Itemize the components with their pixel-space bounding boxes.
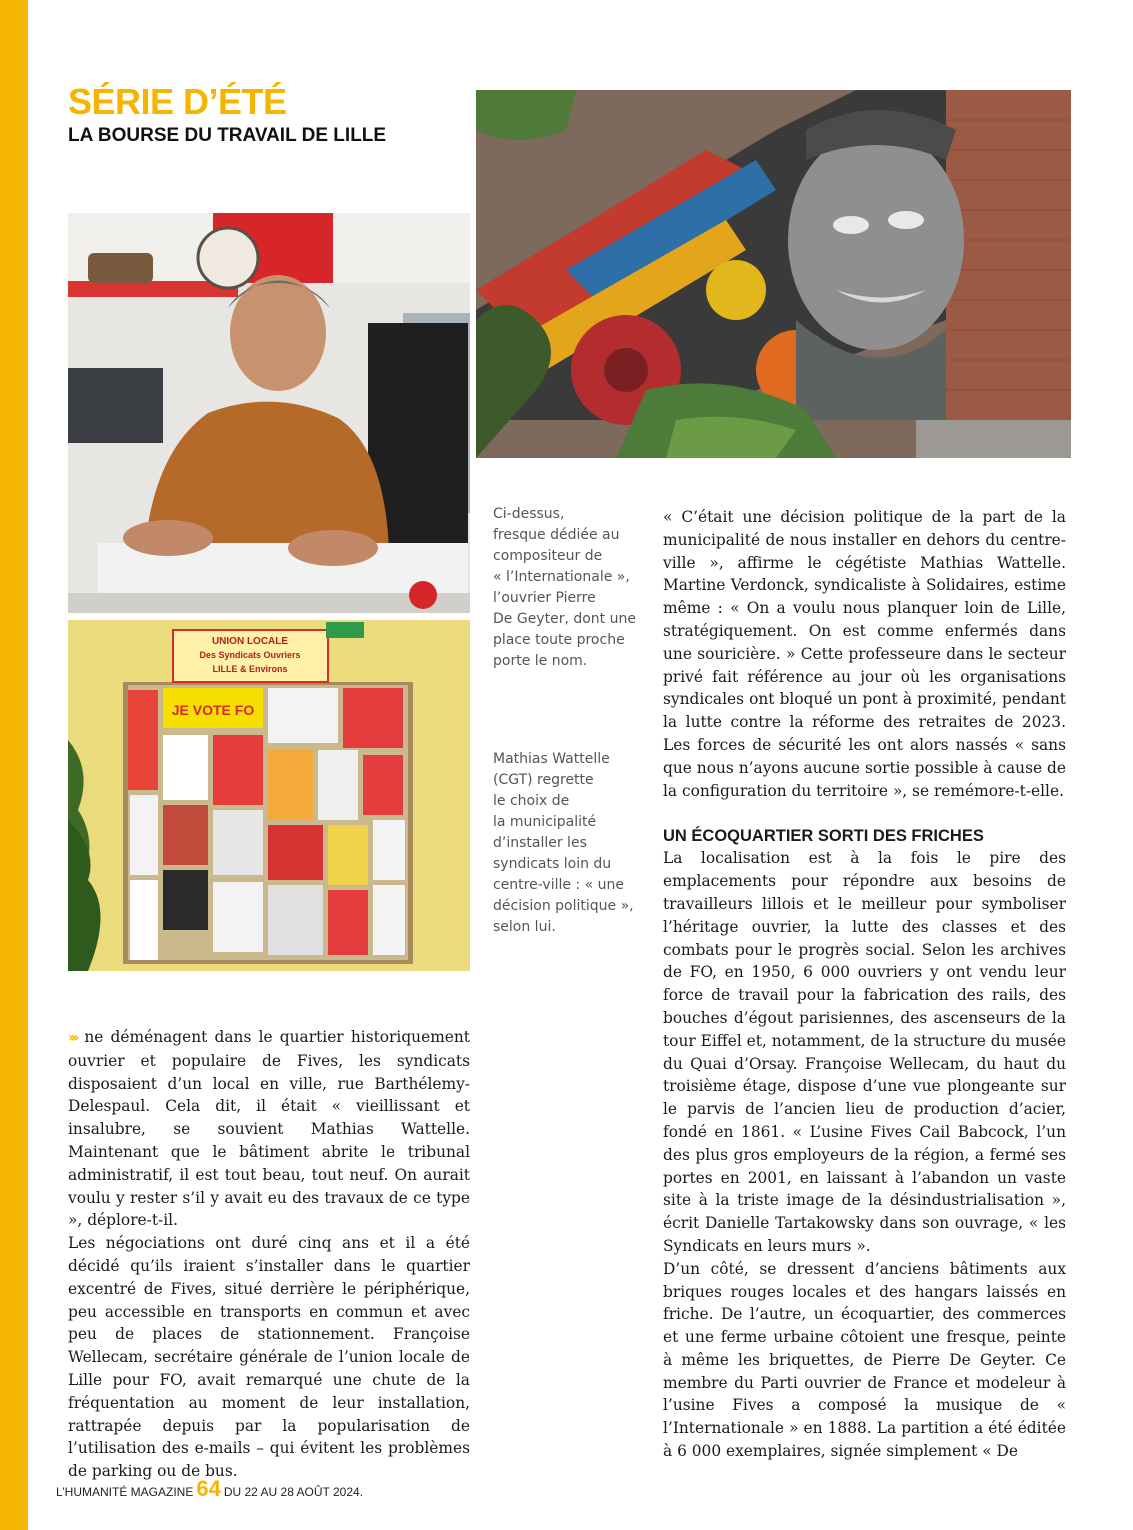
paragraph: « C’était une décision politique de la part de la municipalité de nous installer en dehors du centre-ville », affirme le cégétiste Mathias Wattelle. Martine Verdonck, syndicaliste à Solidaires, estime même : « On a voulu nous planquer loin de Lille, stratégiquement. On est comme enfermés dans une souricière. » Cette professeure dans le secteur privé fait référence au jour où les organisations syndicales ont bloqué un pont à proximité, pendant la lutte contre la réforme des retraites de 2023. Les forces de sécurité les ont alors nassés « sans que nous n’ayons aucune sortie possible à cause de la configuration du territoire », se remémore-t-elle. <box>663 508 1066 800</box>
section-heading: UN ÉCOQUARTIER SORTI DES FRICHES <box>663 827 984 846</box>
board-line-3: LILLE & Environs <box>212 664 288 674</box>
article-column-right <box>663 506 1066 1463</box>
magazine-name: L’HUMANITÉ MAGAZINE <box>56 1485 194 1499</box>
page-number: 64 <box>196 1476 221 1501</box>
caption-portrait: Mathias Wattelle (CGT) regrette le choix de la municipalité d’installer les syndicats loin du centre-ville : « une décision politique », selon lui. <box>493 751 634 935</box>
issue-date: DU 22 AU 28 AOÛT 2024. <box>223 1485 364 1499</box>
series-subtitle: LA BOURSE DU TRAVAIL DE LILLE <box>68 125 387 146</box>
page-footer <box>56 1476 363 1502</box>
paragraph: La localisation est à la fois le pire des emplacements pour répondre aux besoins de travailleurs lillois et le meilleur pour symboliser l’héritage ouvrier, la lutte des classes et des combats pour le progrès social. Selon les archives de FO, en 1950, 6 000 ouvriers y ont vendu leur force de travail pour la fabrication des rails, des bouches d’égout parisiennes, des ascenseurs de la tour Eiffel et, notamment, de la structure du musée du Quai d’Orsay. Françoise Wellecam, du haut du troisième étage, dispose d’une vue plongeante sur le parvis de l’ancien lieu de production d’acier, fondé en 1861. « L’usine Fives Cail Babcock, l’un des plus gros employeurs de la région, a fermé ses portes en 2001, en laissant à l’abandon un vaste site à la triste image de la désindustrialisation », écrit Danielle Tartakowsky dans son ouvrage, « les Syndicats en leurs murs ». <box>663 849 1066 1255</box>
mural-photo <box>476 90 1071 458</box>
caption-mural: Ci-dessus, fresque dédiée au compositeur de « l’Internationale », l’ouvrier Pierre De Geyter, dont une place toute proche porte le nom. <box>493 506 636 669</box>
paragraph: Les négociations ont duré cinq ans et il a été décidé qu’ils iraient s’installer dans le quartier excentré de Fives, situé derrière le périphérique, peu accessible en transports en commun et avec peu de places de stationnement. Françoise Wellecam, secrétaire générale de l’union locale de Lille pour FO, avait remarqué une chute de la fréquentation au moment de leur installation, rattrapée depuis par la popularisation de l’utilisation des e-mails – qui évitent les problèmes de parking ou de bus. <box>68 1234 470 1481</box>
paragraph: D’un côté, se dressent d’anciens bâtiments aux briques rouges locales et des hangars laissés en friche. De l’autre, un écoquartier, des commerces et une ferme urbaine côtoient une fresque, peinte à même les briquettes, de Pierre De Geyter. Ce membre du Parti ouvrier de France et modeleur à l’usine Fives a composé la musique de « l’Internationale » en 1888. La partition a été éditée à 6 000 exemplaires, signée simplement « De <box>663 1259 1066 1461</box>
article-column-left <box>68 1026 470 1483</box>
board-poster-text: JE VOTE FO <box>171 702 255 718</box>
notice-board-photo <box>68 620 470 971</box>
paragraph: ››› ne déménagent dans le quartier historiquement ouvrier et populaire de Fives, les syndicats disposaient d’un local en ville, rue Barthélemy-Delespaul. Cela dit, il était « vieillissant et insalubre, se souvient Mathias Wattelle. Maintenant que le bâtiment abrite le tribunal administratif, il est tout beau, tout neuf. On aurait voulu y rester s’il y avait eu des travaux de ce type », déplore-t-il. <box>68 1028 470 1230</box>
board-line-1: UNION LOCALE <box>211 636 289 647</box>
board-line-2: Des Syndicats Ouvriers <box>199 650 301 660</box>
series-title: SÉRIE D’ÉTÉ <box>68 81 287 122</box>
continuation-chevron-icon: ››› <box>68 1030 77 1046</box>
portrait-photo <box>68 213 470 613</box>
accent-stripe <box>0 0 28 1530</box>
